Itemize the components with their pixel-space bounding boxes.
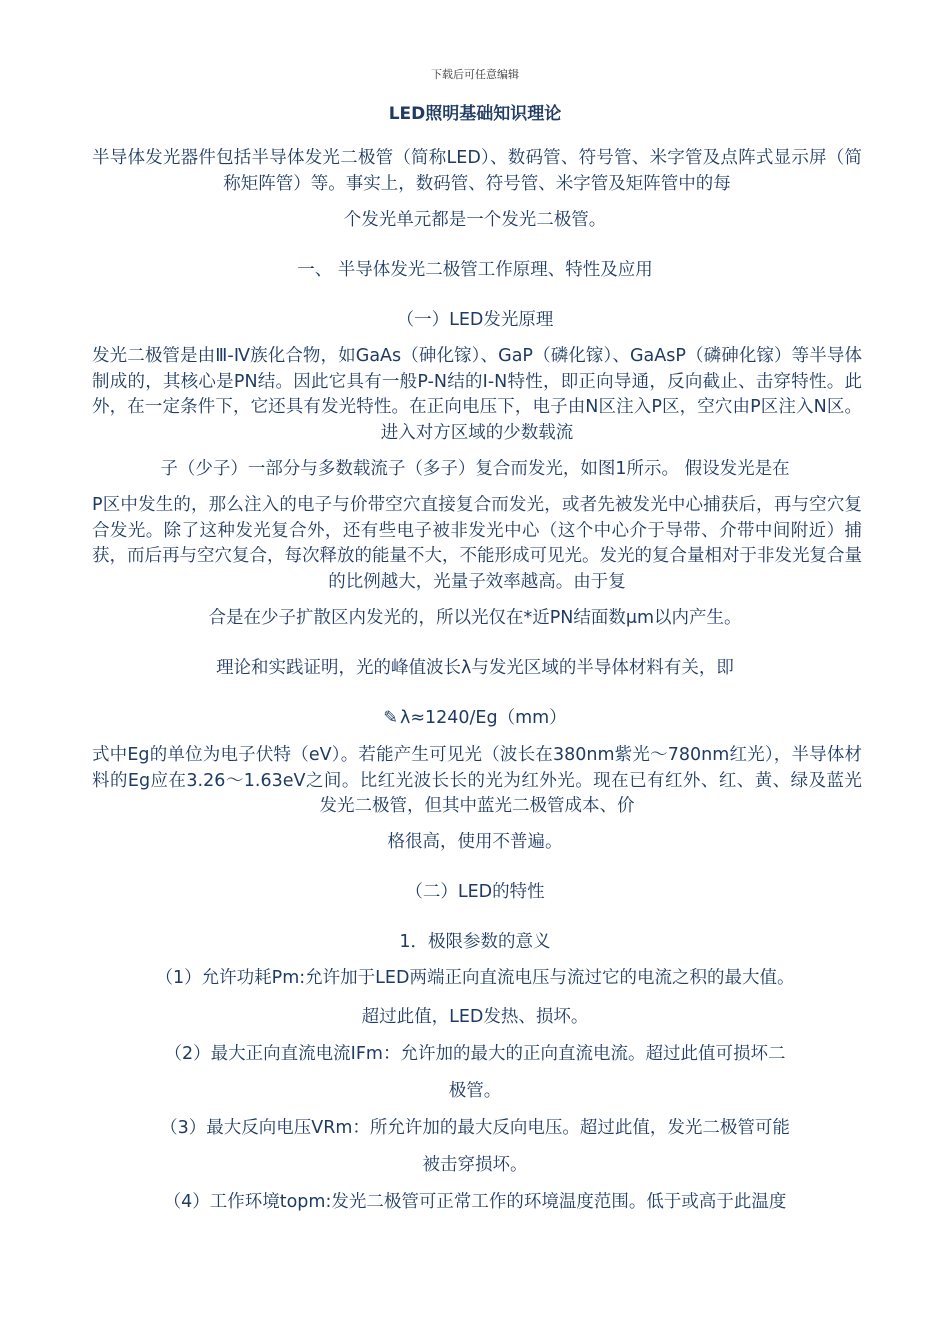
intro-paragraph-end: 个发光单元都是一个发光二极管。: [343, 210, 607, 230]
section-heading-1: 一、 半导体发光二极管工作原理、特性及应用: [297, 260, 653, 280]
formula-pen-icon: ✎: [383, 708, 398, 728]
list-item-3-continuation: 被击穿损坏。: [422, 1155, 528, 1175]
document-title: LED照明基础知识理论: [388, 104, 562, 124]
list-item-4: （4）工作环境topm:发光二极管可正常工作的环境温度范围。低于或高于此温度: [163, 1192, 787, 1212]
formula: [0, 706, 950, 731]
paragraph-bandgap: 式中Eg的单位为电子伏特（eV）。若能产生可见光（波长在380nm紫光～780nm红光），半导体材料的Eg应在3.26～1.63eV之间。比红光波长长的光为红外光。现在已有红外、红、黄、绿及蓝光发光二极管，但其中蓝光二极管成本、价: [92, 745, 862, 816]
intro-paragraph: 半导体发光器件包括半导体发光二极管（简称LED）、数码管、符号管、米字管及点阵式显示屏（简称矩阵管）等。事实上，数码管、符号管、米字管及矩阵管中的每: [92, 148, 862, 194]
limit-parameters-heading: 1．极限参数的意义: [399, 932, 551, 952]
paragraph-recombination: P区中发生的，那么注入的电子与价带空穴直接复合而发光，或者先被发光中心捕获后，再与空穴复合发光。除了这种发光复合外，还有些电子被非发光中心（这个中心介于导带、介带中间附近）捕获，而后再与空穴复合，每次释放的能量不大，不能形成可见光。发光的复合量相对于非发光复合量的比例越大，光量子效率越高。由于复: [92, 495, 862, 592]
header-note: 下载后可任意编辑: [431, 68, 519, 81]
subsection-heading-led-characteristics: （二）LED的特性: [405, 882, 545, 902]
list-item-3: （3）最大反向电压VRm：所允许加的最大反向电压。超过此值，发光二极管可能: [160, 1118, 790, 1138]
list-item-2: （2）最大正向直流电流IFm：允许加的最大的正向直流电流。超过此值可损坏二: [164, 1044, 786, 1064]
paragraph-led-principle-line2: 子（少子）一部分与多数载流子（多子）复合而发光，如图1所示。 假设发光是在: [160, 459, 790, 479]
paragraph-wavelength: 理论和实践证明，光的峰值波长λ与发光区域的半导体材料有关，即: [216, 658, 734, 678]
list-item-1-continuation: 超过此值，LED发热、损坏。: [361, 1007, 589, 1027]
paragraph-recombination-line2: 合是在少子扩散区内发光的，所以光仅在*近PN结面数μm以内产生。: [208, 608, 742, 628]
paragraph-led-principle: 发光二极管是由Ⅲ-Ⅳ族化合物，如GaAs（砷化镓）、GaP（磷化镓）、GaAsP（磷砷化镓）等半导体制成的，其核心是PN结。因此它具有一般P-N结的I-N特性，即正向导通，反向截止、击穿特性。此外，在一定条件下，它还具有发光特性。在正向电压下，电子由N区注入P区，空穴由P区注入N区。进入对方区域的少数载流: [92, 346, 862, 443]
formula-text: λ≈1240/Eg（mm）: [399, 708, 567, 728]
paragraph-bandgap-line2: 格很高，使用不普遍。: [387, 832, 563, 852]
list-item-2-continuation: 极管。: [448, 1081, 502, 1101]
subsection-heading-led-principle: （一）LED发光原理: [396, 310, 554, 330]
list-item-1: （1）允许功耗Pm:允许加于LED两端正向直流电压与流过它的电流之积的最大值。: [155, 968, 795, 988]
